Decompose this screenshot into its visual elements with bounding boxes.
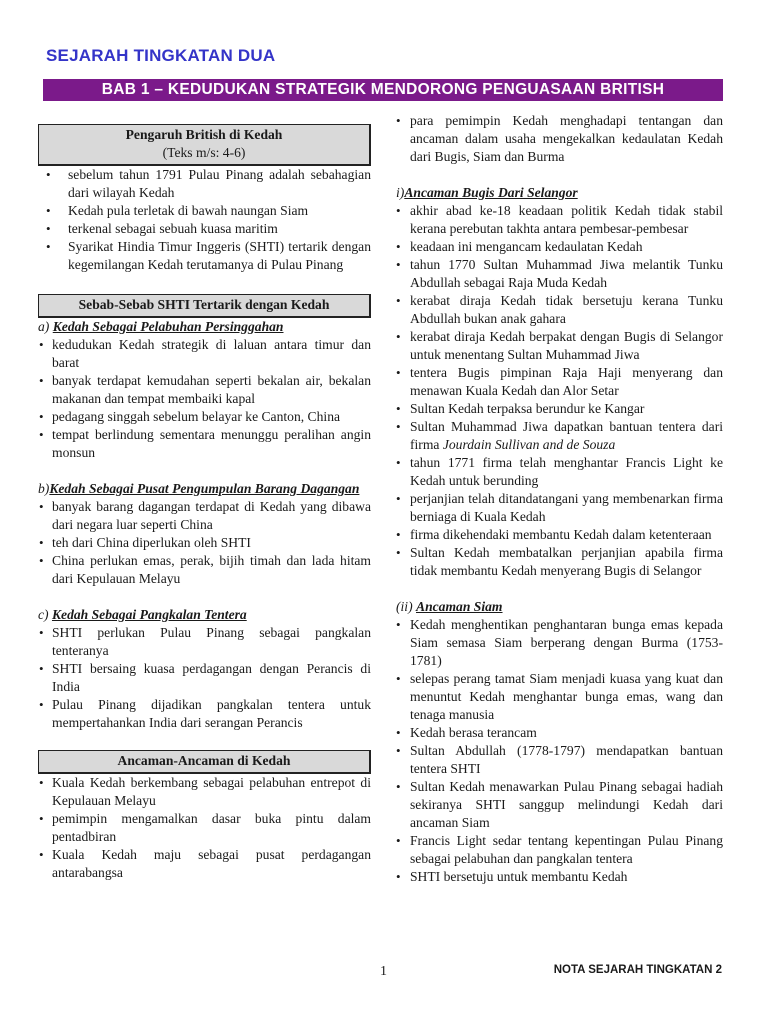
list-item: • Pulau Pinang dijadikan pangkalan tentera untuk mempertahankan India dari serangan Perancis — [38, 696, 371, 732]
list-item: • tentera Bugis pimpinan Raja Haji menyerang dan menawan Kuala Kedah dan Alor Setar — [396, 364, 723, 400]
list-item: • tahun 1771 firma telah menghantar Francis Light ke Kedah untuk berunding — [396, 454, 723, 490]
list-item: • China perlukan emas, perak, bijih timah dan lada hitam dari Kepulauan Melayu — [38, 552, 371, 588]
list-item: • kerabat diraja Kedah tidak bersetuju kerana Tunku Abdullah bukan anak gahara — [396, 292, 723, 328]
list-item: • keadaan ini mengancam kedaulatan Kedah — [396, 238, 723, 256]
subheading-b — [38, 480, 371, 498]
list-item: • Sultan Kedah membatalkan perjanjian apabila firma tidak membantu Kedah menyerang Bugis di Selangor — [396, 544, 723, 580]
subheading-title: Kedah Sebagai Pelabuhan Persinggahan — [52, 319, 284, 334]
list-item: • Sultan Kedah menawarkan Pulau Pinang sebagai hadiah sekiranya SHTI sanggup melindungi Kedah dari ancaman Siam — [396, 778, 723, 832]
list-item: • Kedah menghentikan penghantaran bunga emas kepada Siam semasa Siam berperang dengan Burma (1753-1781) — [396, 616, 723, 670]
section-box-title: Ancaman-Ancaman di Kedah — [117, 753, 291, 768]
subheading-title: Kedah Sebagai Pangkalan Tentera — [51, 607, 247, 622]
list-item: • selepas perang tamat Siam menjadi kuasa yang kuat dan menuntut Kedah menghantar bunga emas, wang dan tenaga manusia — [396, 670, 723, 724]
list-item: • terkenal sebagai sebuah kuasa maritim — [38, 220, 371, 238]
list-item: • Francis Light sedar tentang kepentingan Pulau Pinang sebagai pelabuhan dan pangkalan tentera — [396, 832, 723, 868]
subheading-prefix: i) — [396, 185, 405, 200]
list-item: • teh dari China diperlukan oleh SHTI — [38, 534, 371, 552]
list-item: • Sultan Abdullah (1778-1797) mendapatkan bantuan tentera SHTI — [396, 742, 723, 778]
subheading-title: Ancaman Bugis Dari Selangor — [404, 185, 578, 200]
list-item: • SHTI bersaing kuasa perdagangan dengan Perancis di India — [38, 660, 371, 696]
list-item — [396, 418, 723, 454]
section-box-pengaruh — [38, 124, 371, 166]
bullet-list-pengaruh — [38, 166, 371, 274]
subheading-i — [396, 184, 723, 202]
list-item: • tempat berlindung sementara menunggu peralihan angin monsun — [38, 426, 371, 462]
chapter-banner: BAB 1 – KEDUDUKAN STRATEGIK MENDORONG PENGUASAAN BRITISH — [43, 79, 723, 101]
bullet-list-i — [396, 202, 723, 580]
subheading-prefix: c) — [38, 607, 49, 622]
list-item: • perjanjian telah ditandatangani yang membenarkan firma berniaga di Kuala Kedah — [396, 490, 723, 526]
subheading-title: Kedah Sebagai Pusat Pengumpulan Barang Dagangan — [49, 481, 360, 496]
bullet-list-b — [38, 498, 371, 588]
subheading-c — [38, 606, 371, 624]
list-item: • Kedah berasa terancam — [396, 724, 723, 742]
right-column — [396, 112, 723, 886]
section-box-subtitle: (Teks m/s: 4-6) — [162, 145, 246, 160]
list-item: • kedudukan Kedah strategik di laluan antara timur dan barat — [38, 336, 371, 372]
section-box-sebab — [38, 294, 371, 318]
list-item: • Kedah pula terletak di bawah naungan Siam — [38, 202, 371, 220]
list-item: • banyak terdapat kemudahan seperti bekalan air, bekalan makanan dan tempat membaiki kapal — [38, 372, 371, 408]
list-item: • tahun 1770 Sultan Muhammad Jiwa melantik Tunku Abdullah sebagai Raja Muda Kedah — [396, 256, 723, 292]
list-item: • Syarikat Hindia Timur Inggeris (SHTI) tertarik dengan kegemilangan Kedah terutamanya di Pulau Pinang — [38, 238, 371, 274]
section-box-title: Sebab-Sebab SHTI Tertarik dengan Kedah — [78, 297, 330, 312]
list-item: • banyak barang dagangan terdapat di Kedah yang dibawa dari negara luar seperti China — [38, 498, 371, 534]
bullet-list-intro — [396, 112, 723, 166]
subheading-title: Ancaman Siam — [416, 599, 503, 614]
bullet-list-ii — [396, 616, 723, 886]
subheading-prefix: b) — [38, 481, 50, 496]
list-item: • kerabat diraja Kedah berpakat dengan Bugis di Selangor untuk menentang Sultan Muhammad Jiwa — [396, 328, 723, 364]
list-item: • Kuala Kedah maju sebagai pusat perdagangan antarabangsa — [38, 846, 371, 882]
list-item: • Kuala Kedah berkembang sebagai pelabuhan entrepot di Kepulauan Melayu — [38, 774, 371, 810]
subheading-a — [38, 318, 371, 336]
page-number: 1 — [380, 964, 387, 979]
subheading-ii — [396, 598, 723, 616]
subheading-prefix: (ii) — [396, 599, 413, 614]
list-item: • akhir abad ke-18 keadaan politik Kedah tidak stabil kerana perebutan takhta antara pembesar-pembesar — [396, 202, 723, 238]
section-box-title: Pengaruh British di Kedah — [125, 127, 283, 142]
list-item: • firma dikehendaki membantu Kedah dalam ketenteraan — [396, 526, 723, 544]
list-item-text: Sultan Muhammad Jiwa dapatkan bantuan tentera dari firma — [410, 419, 723, 452]
left-column — [38, 124, 371, 882]
list-item: • para pemimpin Kedah menghadapi tentangan dan ancaman dalam usaha mengekalkan kedaulatan Kedah dari Bugis, Siam dan Burma — [396, 112, 723, 166]
bullet-list-a — [38, 336, 371, 462]
page-title: SEJARAH TINGKATAN DUA — [46, 46, 276, 65]
list-item: • pemimpin mengamalkan dasar buka pintu dalam pentadbiran — [38, 810, 371, 846]
list-item: • sebelum tahun 1791 Pulau Pinang adalah sebahagian dari wilayah Kedah — [38, 166, 371, 202]
list-item: • SHTI perlukan Pulau Pinang sebagai pangkalan tenteranya — [38, 624, 371, 660]
subheading-prefix: a) — [38, 319, 50, 334]
footer-label: NOTA SEJARAH TINGKATAN 2 — [553, 964, 722, 976]
section-box-ancaman — [38, 750, 371, 774]
list-item: • Sultan Kedah terpaksa berundur ke Kangar — [396, 400, 723, 418]
list-item: • SHTI bersetuju untuk membantu Kedah — [396, 868, 723, 886]
firm-name: Jourdain Sullivan and de Souza — [442, 437, 616, 452]
bullet-list-ancaman — [38, 774, 371, 882]
bullet-list-c — [38, 624, 371, 732]
list-item: • pedagang singgah sebelum belayar ke Canton, China — [38, 408, 371, 426]
